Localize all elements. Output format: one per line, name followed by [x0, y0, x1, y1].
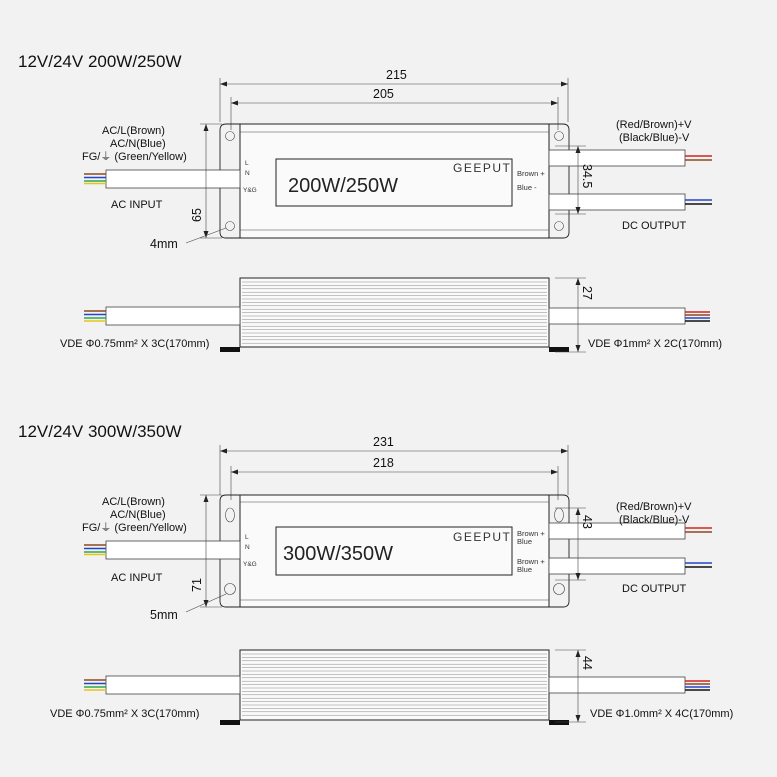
dim-width-value: 65 — [190, 208, 204, 222]
ac-input-cable — [84, 541, 240, 559]
mount-hole — [554, 584, 565, 595]
pcb-label-yg: Y&G — [243, 561, 257, 568]
dim-overall-value: 215 — [386, 68, 407, 82]
pcb-label-blue: Blue - — [517, 183, 537, 192]
ac-l-label: AC/L(Brown) — [102, 125, 165, 137]
section-title: 12V/24V 300W/350W — [18, 422, 182, 441]
dc-output-label: DC OUTPUT — [622, 220, 687, 232]
cable-out-spec: VDE Φ1mm² X 2C(170mm) — [588, 338, 723, 350]
dc-minus-label: (Black/Blue)-V — [619, 132, 690, 144]
dc-output-label: DC OUTPUT — [622, 583, 687, 595]
ac-fg-label: FG/⏚ (Green/Yellow) — [82, 522, 187, 534]
section-300w — [18, 422, 733, 725]
hole-size-label: 4mm — [150, 237, 178, 251]
mount-hole — [226, 132, 235, 141]
cable-out-spec: VDE Φ1.0mm² X 4C(170mm) — [590, 708, 734, 720]
cable-in-spec: VDE Φ0.75mm² X 3C(170mm) — [50, 708, 200, 720]
right-flange — [549, 495, 569, 607]
dim-hole-spacing-value: 43 — [580, 515, 594, 529]
ac-n-label: AC/N(Blue) — [110, 509, 166, 521]
pcb-label-n: N — [245, 170, 250, 177]
pcb-label-yg: Y&G — [243, 187, 257, 194]
hole-size-label: 5mm — [150, 608, 178, 622]
mount-hole — [226, 508, 235, 522]
dim-mount-value: 218 — [373, 456, 394, 470]
mount-hole — [555, 508, 564, 522]
pcb-label-brown: Brown + — [517, 169, 545, 178]
right-flange — [549, 124, 569, 238]
pcb-label-brown: Brown + — [517, 529, 545, 538]
dim-height-value: 27 — [580, 286, 594, 300]
dim-overall-value: 231 — [373, 435, 394, 449]
dim-mount-length — [231, 456, 558, 500]
ac-n-label: AC/N(Blue) — [110, 138, 166, 150]
ac-fg-label: FG/⏚ (Green/Yellow) — [82, 151, 187, 163]
dim-overall-length — [220, 68, 568, 122]
pcb-label-l: L — [245, 534, 249, 541]
model-label: 300W/350W — [283, 543, 394, 565]
mount-hole — [555, 222, 564, 231]
cable-in-spec: VDE Φ0.75mm² X 3C(170mm) — [60, 338, 210, 350]
ac-input-label: AC INPUT — [111, 199, 163, 211]
brand-name: GEEPUT — [453, 161, 512, 175]
model-label: 200W/250W — [288, 175, 399, 197]
dim-width-value: 71 — [190, 578, 204, 592]
section-200w — [18, 52, 722, 352]
pcb-label-n: N — [245, 544, 250, 551]
ac-input-cable — [84, 170, 240, 188]
dim-hole-spacing-value: 34.5 — [580, 164, 594, 189]
pcb-label-l: L — [245, 160, 249, 167]
pcb-label-brown: Brown + — [517, 557, 545, 566]
dc-output-cables — [549, 150, 712, 210]
dim-height-value: 44 — [580, 656, 594, 670]
section-title: 12V/24V 200W/250W — [18, 52, 182, 71]
dim-mount-value: 205 — [373, 87, 394, 101]
dim-overall-length — [220, 435, 568, 495]
dc-plus-label: (Red/Brown)+V — [616, 501, 692, 513]
dc-minus-label: (Black/Blue)-V — [619, 514, 690, 526]
dc-output-cables — [549, 523, 712, 574]
ac-l-label: AC/L(Brown) — [102, 496, 165, 508]
mount-hole — [225, 584, 236, 595]
pcb-label-blue: Blue — [517, 565, 533, 574]
ac-input-label: AC INPUT — [111, 572, 163, 584]
pcb-label-blue: Blue — [517, 537, 533, 546]
dc-plus-label: (Red/Brown)+V — [616, 119, 692, 131]
brand-name: GEEPUT — [453, 530, 512, 544]
mount-hole — [226, 222, 235, 231]
mount-hole — [555, 132, 564, 141]
